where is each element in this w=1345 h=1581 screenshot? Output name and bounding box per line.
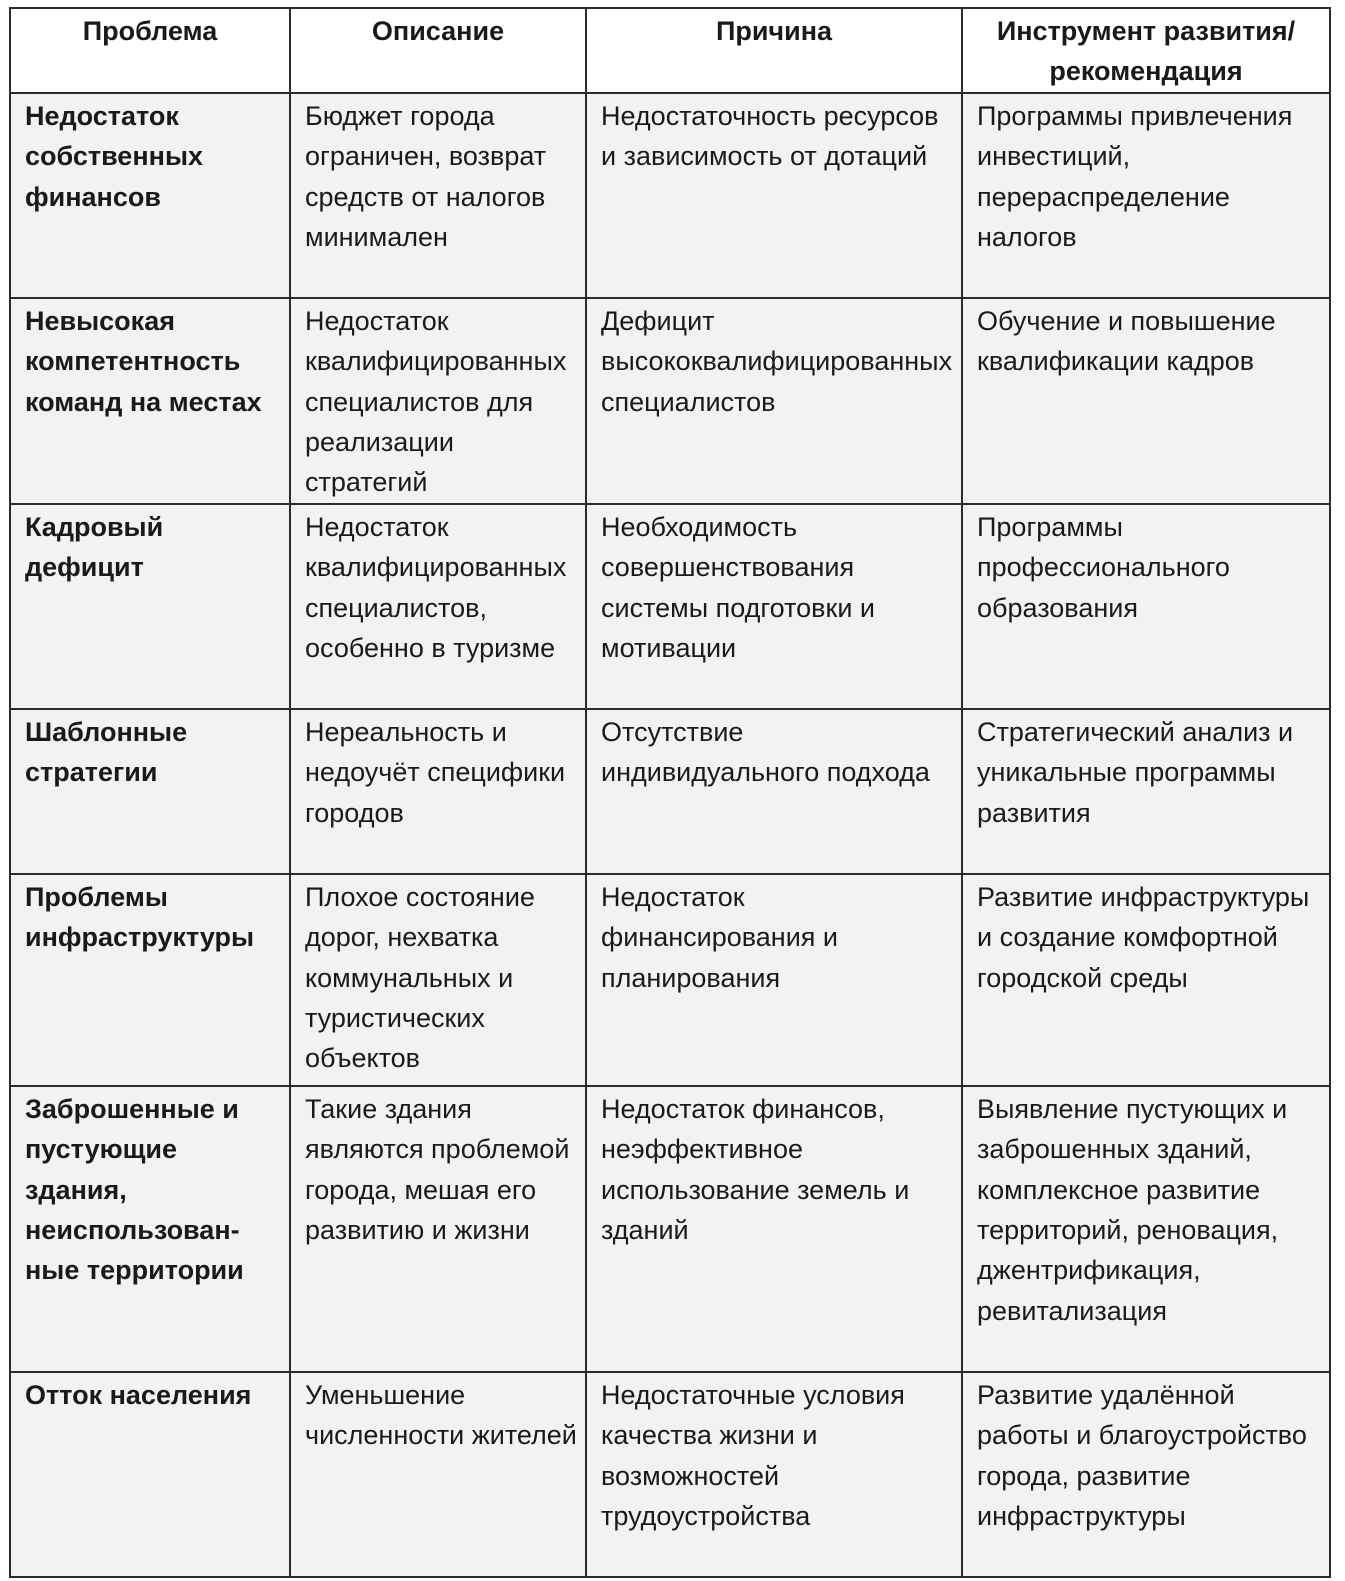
table-row [10,93,1330,298]
cell-problem: Невысокая компетентность команд на местах [10,298,290,504]
table-row [10,1372,1330,1577]
cell-problem: Шаблонные стратегии [10,709,290,874]
header-cause: Причина [586,8,962,93]
cell-tool: Стратегический анализ и уникальные программы развития [962,709,1330,874]
table-row [10,709,1330,874]
table-header [10,8,1330,93]
header-row [10,8,1330,93]
cell-description: Такие здания являются проблемой города, мешая его развитию и жизни [290,1086,586,1372]
cell-cause: Отсутствие индивидуального подхода [586,709,962,874]
table-row [10,504,1330,709]
cell-problem: Кадровый дефицит [10,504,290,709]
cell-tool: Программы профессионального образования [962,504,1330,709]
cell-description: Плохое состояние дорог, нехватка коммунальных и туристических объектов [290,874,586,1086]
cell-cause: Недостаток финансирования и планирования [586,874,962,1086]
cell-description: Бюджет города ограничен, возврат средств от налогов минимален [290,93,586,298]
cell-tool: Программы привлечения инвестиций, перераспределение налогов [962,93,1330,298]
cell-description: Недостаток квалифицированных специалистов, особенно в туризме [290,504,586,709]
table-row [10,298,1330,504]
table-body [10,93,1330,1577]
cell-tool: Развитие удалённой работы и благоустройство города, развитие инфраструктуры [962,1372,1330,1577]
cell-problem: Проблемы инфраструктуры [10,874,290,1086]
cell-problem: Отток населения [10,1372,290,1577]
cell-cause: Недостаток финансов, неэффективное использование земель и зданий [586,1086,962,1372]
cell-problem: Заброшенные и пустующие здания, неиспользованные территории [10,1086,290,1372]
cell-cause: Недостаточные условия качества жизни и возможностей трудоустройства [586,1372,962,1577]
cell-description: Уменьшение численности жителей [290,1372,586,1577]
cell-cause: Дефицит высококвалифицированных специалистов [586,298,962,504]
header-tool: Инструмент развития/ рекомендация [962,8,1330,93]
problems-table [9,7,1331,1578]
cell-tool: Обучение и повышение квалификации кадров [962,298,1330,504]
cell-description: Нереальность и недоучёт специфики городов [290,709,586,874]
cell-cause: Необходимость совершенствования системы подготовки и мотивации [586,504,962,709]
cell-tool: Выявление пустующих и заброшенных зданий, комплексное развитие территорий, реновация, джентрификация, ревитализация [962,1086,1330,1372]
table-row [10,1086,1330,1372]
cell-tool: Развитие инфраструктуры и создание комфортной городской среды [962,874,1330,1086]
header-problem: Проблема [10,8,290,93]
cell-cause: Недостаточность ресурсов и зависимость от дотаций [586,93,962,298]
table-row [10,874,1330,1086]
cell-problem: Недостаток собственных финансов [10,93,290,298]
header-description: Описание [290,8,586,93]
cell-description: Недостаток квалифицированных специалистов для реализации стратегий [290,298,586,504]
